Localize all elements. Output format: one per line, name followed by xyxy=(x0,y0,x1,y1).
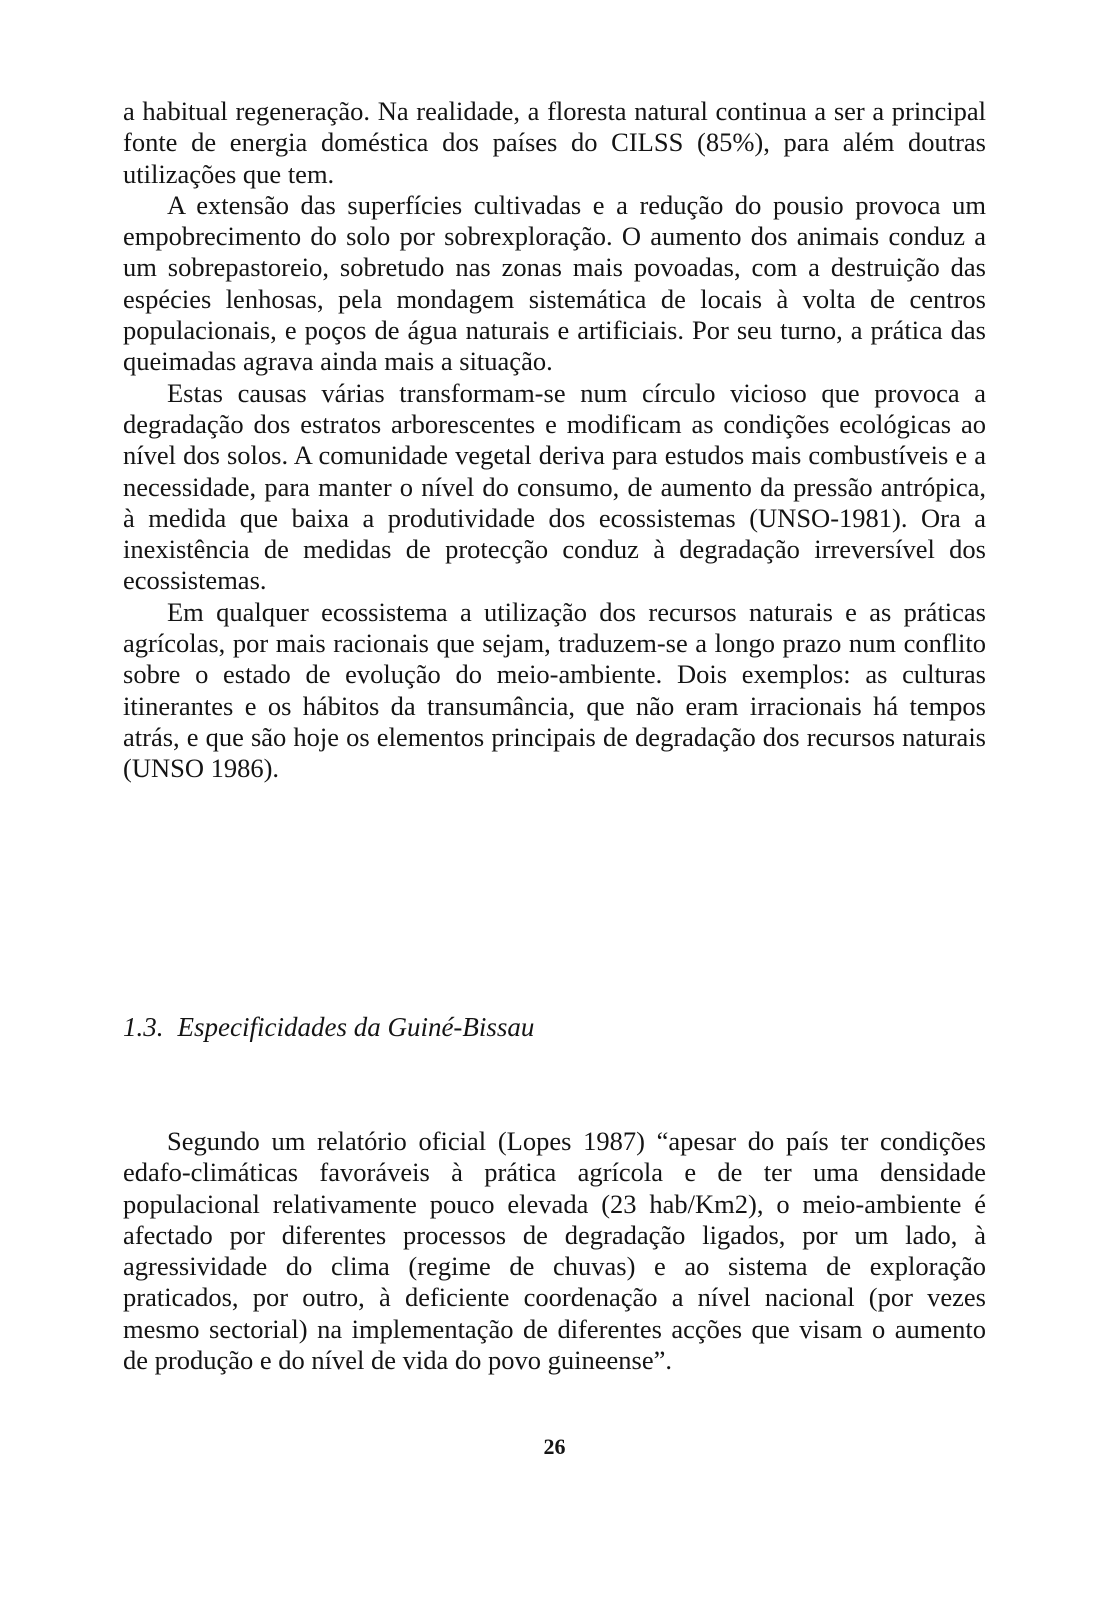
paragraph-1: a habitual regeneração. Na realidade, a floresta natural continua a ser a principal fonte de energia doméstica dos países do CILSS (85%), para além doutras utilizações que tem. xyxy=(123,96,986,189)
paragraph-2: A extensão das superfícies cultivadas e a redução do pousio provoca um empobrecimento do solo por sobrexploração. O aumento dos animais conduz a um sobrepastoreio, sobretudo nas zonas mais povoadas, com a destruição das espécies lenhosas, pela mondagem sistemática de locais à volta de centros populacionais, e poços de água naturais e artificiais. Por seu turno, a prática das queimadas agrava ainda mais a situação. xyxy=(123,189,986,377)
section-heading xyxy=(123,1010,534,1044)
paragraph-4: Em qualquer ecossistema a utilização dos recursos naturais e as práticas agrícolas, por mais racionais que sejam, traduzem-se a longo prazo num conflito sobre o estado de evolução do meio-ambiente. Dois exemplos: as culturas itinerantes e os hábitos da transumância, que não eram irracionais há tempos atrás, e que são hoje os elementos principais de degradação dos recursos naturais (UNSO 1986). xyxy=(123,596,986,784)
page-number: 26 xyxy=(543,1434,566,1459)
section-title: Especificidades da Guiné-Bissau xyxy=(177,1012,535,1042)
body-text-bottom xyxy=(123,1126,986,1376)
paragraph-3: Estas causas várias transformam-se num círculo vicioso que provoca a degradação dos estratos arborescentes e modificam as condições ecológicas ao nível dos solos. A comunidade vegetal deriva para estudos mais combustíveis e a necessidade, para manter o nível do consumo, de aumento da pressão antrópica, à medida que baixa a produtividade dos ecossistemas (UNSO-1981). Ora a inexistência de medidas de protecção conduz à degradação irreversível dos ecossistemas. xyxy=(123,377,986,596)
section-number: 1.3. xyxy=(123,1012,164,1042)
body-text-top xyxy=(123,96,986,785)
paragraph-5: Segundo um relatório oficial (Lopes 1987) “apesar do país ter condições edafo-climáticas favoráveis à prática agrícola e de ter uma densidade populacional relativamente pouco elevada (23 hab/Km2), o meio-ambiente é afectado por diferentes processos de degradação ligados, por um lado, à agressividade do clima (regime de chuvas) e ao sistema de exploração praticados, por outro, à deficiente coordenação a nível nacional (por vezes mesmo sectorial) na implementação de diferentes acções que visam o aumento de produção e do nível de vida do povo guineense”. xyxy=(123,1126,986,1376)
